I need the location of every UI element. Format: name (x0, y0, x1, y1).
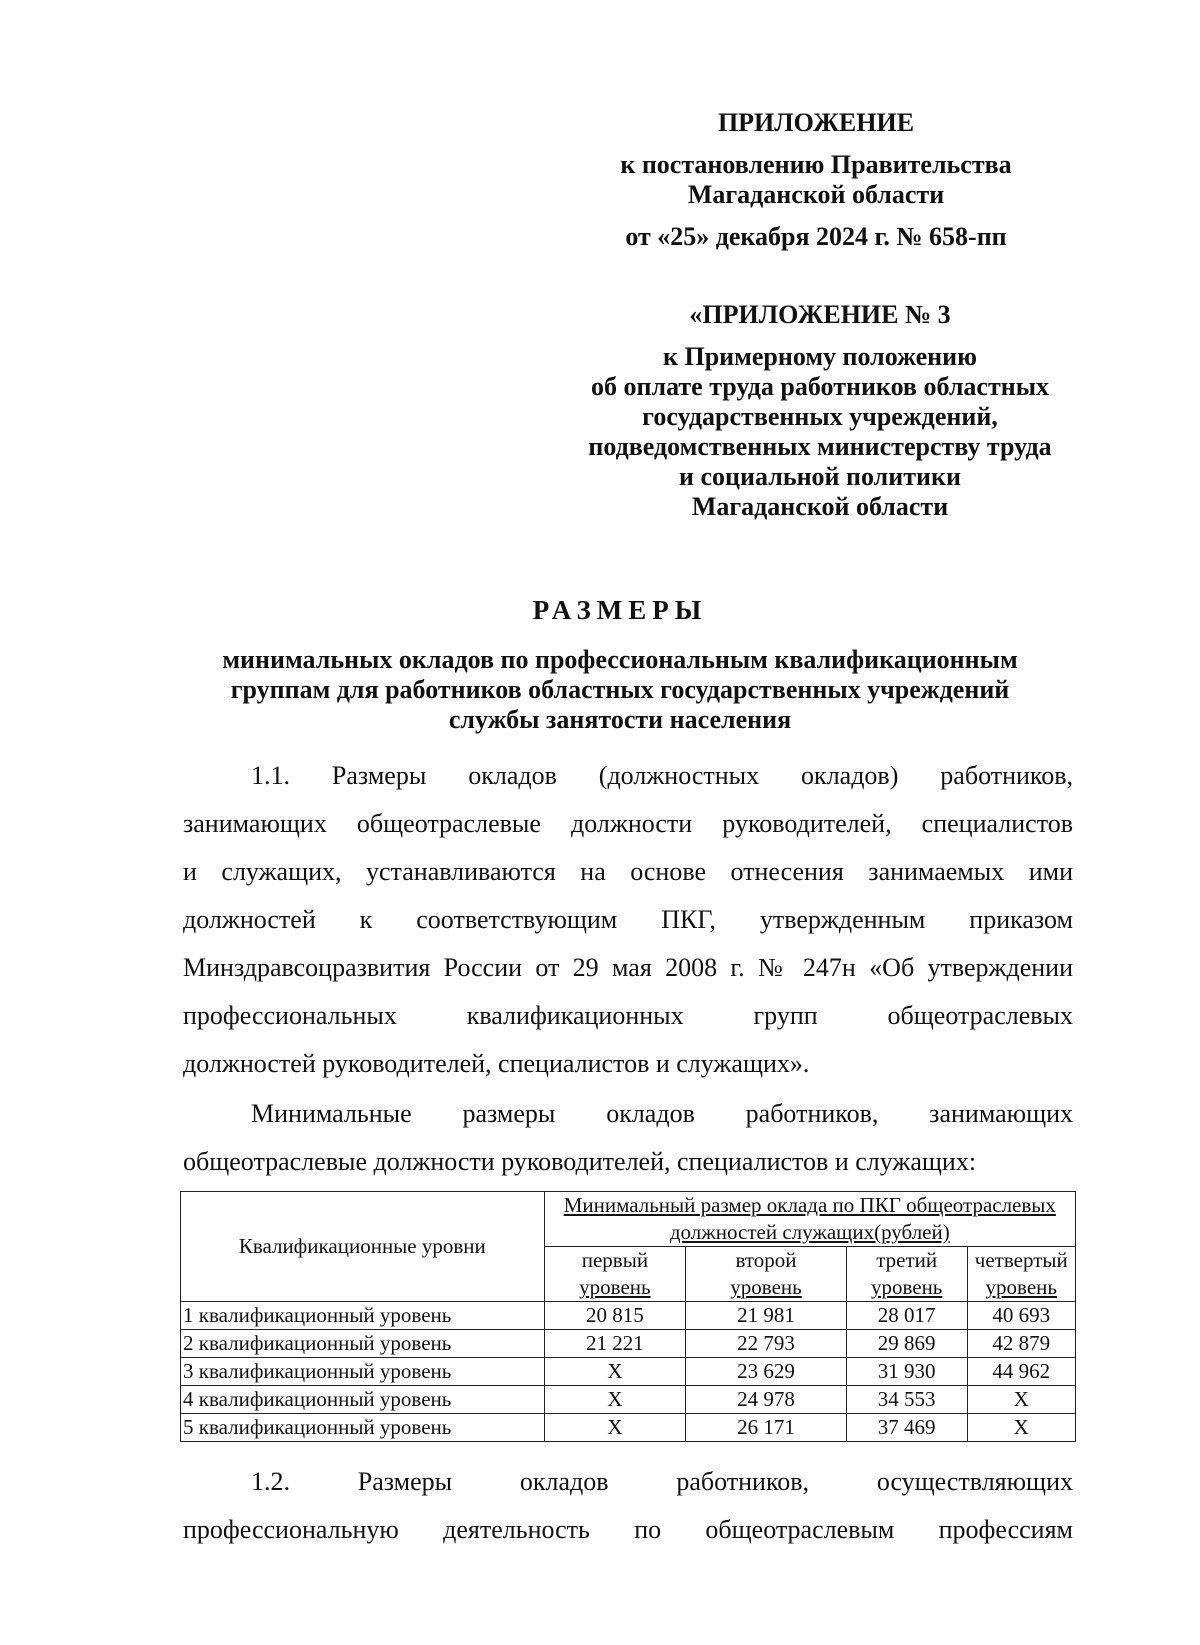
header-level-3: третий уровень (846, 1247, 967, 1302)
subheading-line: группам для работников областных государственных учреждений (230, 675, 1010, 704)
subheading-line: минимальных окладов по профессиональным квалификационным (222, 645, 1018, 674)
cell-value: X (544, 1386, 686, 1414)
paragraph-line: профессиональных квалификационных групп общеотраслевых (183, 1001, 1073, 1030)
cell-value: 26 171 (686, 1414, 847, 1442)
annex3-line: подведомственных министерству труда (588, 432, 1052, 461)
paragraph-line: Минимальные размеры окладов работников, занимающих (251, 1099, 1073, 1128)
salary-table (180, 1191, 1076, 1442)
header-qualification-levels: Квалификационные уровни (181, 1192, 545, 1302)
cell-value: X (967, 1414, 1075, 1442)
table-row (181, 1302, 1076, 1330)
annex3-line: к Примерному положению (662, 342, 977, 371)
annex3-line: Магаданской области (691, 492, 949, 521)
cell-value: 24 978 (686, 1386, 847, 1414)
cell-value: 34 553 (846, 1386, 967, 1414)
document-heading: РАЗМЕРЫ (532, 595, 708, 625)
paragraph-line: Минздравсоцразвития России от 29 мая 2008 г. № 247н «Об утверждении (183, 953, 1073, 982)
paragraph-line: и служащих, устанавливаются на основе отнесения занимаемых ими (183, 857, 1073, 886)
cell-value: 21 221 (544, 1330, 686, 1358)
paragraph-line: профессиональную деятельность по общеотраслевым профессиям (183, 1515, 1073, 1544)
cell-value: 28 017 (846, 1302, 967, 1330)
paragraph-line: 1.1. Размеры окладов (должностных окладов) работников, (251, 761, 1073, 790)
cell-value: X (544, 1358, 686, 1386)
document-subheading (150, 645, 1090, 735)
table-row (181, 1358, 1076, 1386)
cell-value: X (544, 1414, 686, 1442)
cell-value: 20 815 (544, 1302, 686, 1330)
cell-value: X (967, 1386, 1075, 1414)
annex3-line: и социальной политики (679, 462, 961, 491)
row-label: 5 квалификационный уровень (181, 1414, 545, 1442)
annex3-line: государственных учреждений, (642, 402, 998, 431)
header-level-1: первый уровень (544, 1247, 686, 1302)
paragraph-1-1 (183, 752, 1073, 1088)
header-level-2: второй уровень (686, 1247, 847, 1302)
row-label: 4 квалификационный уровень (181, 1386, 545, 1414)
paragraph-line: занимающих общеотраслевые должности руководителей, специалистов (183, 809, 1073, 838)
header-level-4: четвертый уровень (967, 1247, 1075, 1302)
header-minimal-salary: Минимальный размер оклада по ПКГ общеотраслевых должностей служащих(рублей) (544, 1192, 1075, 1247)
table-row (181, 1414, 1076, 1442)
annex3-line: об оплате труда работников областных (591, 372, 1049, 401)
cell-value: 21 981 (686, 1302, 847, 1330)
paragraph-line: должностей руководителей, специалистов и служащих». (183, 1049, 810, 1078)
cell-value: 22 793 (686, 1330, 847, 1358)
annex-date: от «25» декабря 2024 г. № 658-пп (625, 222, 1007, 251)
table-header-row (181, 1192, 1076, 1247)
cell-value: 42 879 (967, 1330, 1075, 1358)
annex3-header (560, 300, 1080, 522)
cell-value: 44 962 (967, 1358, 1075, 1386)
subheading-line: службы занятости населения (448, 705, 792, 734)
cell-value: 23 629 (686, 1358, 847, 1386)
paragraph-line: общеотраслевые должности руководителей, специалистов и служащих: (183, 1147, 977, 1176)
cell-value: 29 869 (846, 1330, 967, 1358)
row-label: 1 квалификационный уровень (181, 1302, 545, 1330)
cell-value: 31 930 (846, 1358, 967, 1386)
cell-value: 40 693 (967, 1302, 1075, 1330)
annex3-title: «ПРИЛОЖЕНИЕ № 3 (689, 300, 951, 329)
annex-line: к постановлению Правительства (620, 150, 1012, 179)
row-label: 2 квалификационный уровень (181, 1330, 545, 1358)
cell-value: 37 469 (846, 1414, 967, 1442)
table-row (181, 1386, 1076, 1414)
annex-line: Магаданской области (687, 180, 945, 209)
paragraph-line: должностей к соответствующим ПКГ, утвержденным приказом (183, 905, 1073, 934)
paragraph-line: 1.2. Размеры окладов работников, осуществляющих (251, 1467, 1073, 1496)
row-label: 3 квалификационный уровень (181, 1358, 545, 1386)
table-row (181, 1330, 1076, 1358)
annex-title: ПРИЛОЖЕНИЕ (717, 108, 915, 137)
annex-header (606, 108, 1026, 252)
paragraph-1-2 (183, 1458, 1073, 1554)
paragraph-minimal-sizes (183, 1090, 1073, 1186)
